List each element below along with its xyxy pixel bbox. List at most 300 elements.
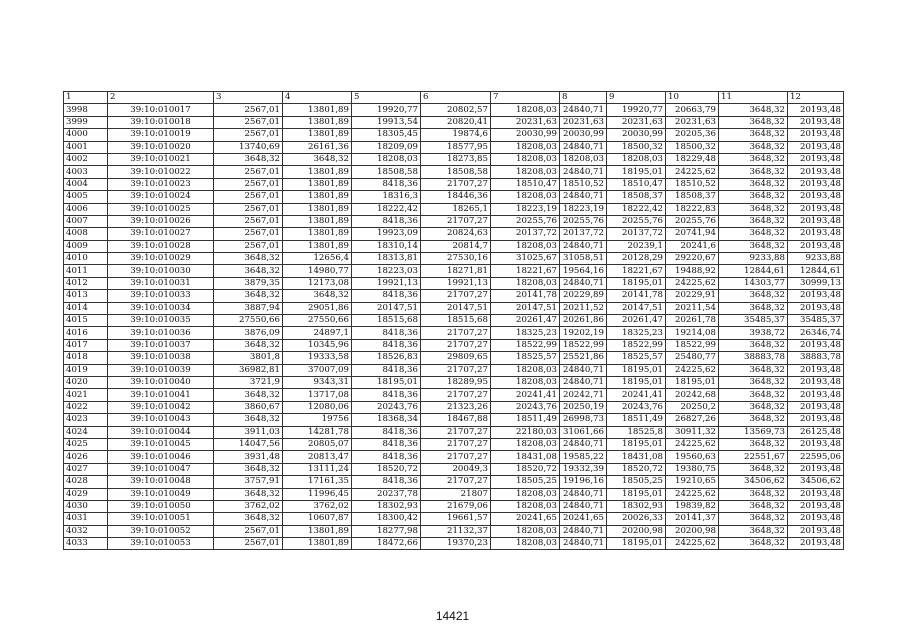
table-cell: 20193,48 — [788, 488, 844, 500]
table-cell: 20193,48 — [788, 339, 844, 351]
table-cell: 20802,57 — [421, 104, 491, 116]
table-cell: 18208,03 — [491, 364, 560, 376]
table-cell: 2567,01 — [214, 203, 283, 215]
table-cell: 19202,19 — [560, 327, 607, 339]
table-row — [64, 513, 844, 525]
table-cell: 3721,9 — [214, 376, 283, 388]
table-row — [64, 265, 844, 277]
table-cell: 24225,62 — [666, 277, 719, 289]
header-cell: 11 — [719, 92, 788, 104]
table-cell: 20193,48 — [788, 500, 844, 512]
table-cell: 26161,36 — [283, 141, 352, 153]
table-cell: 13717,08 — [283, 389, 352, 401]
table-row — [64, 525, 844, 537]
table-cell: 3648,32 — [719, 290, 788, 302]
table-cell: 18508,37 — [666, 191, 719, 203]
table-row — [64, 451, 844, 463]
table-cell: 18525,8 — [607, 426, 666, 438]
table-cell: 21707,27 — [421, 215, 491, 227]
table-cell: 4002 — [64, 153, 108, 165]
table-cell: 4016 — [64, 327, 108, 339]
table-cell: 8418,36 — [352, 389, 421, 401]
table-cell: 3648,32 — [214, 339, 283, 351]
table-cell: 24225,62 — [666, 166, 719, 178]
table-cell: 20241,6 — [666, 240, 719, 252]
table-cell: 3648,32 — [719, 166, 788, 178]
table-cell: 18208,03 — [491, 277, 560, 289]
table-cell: 20137,72 — [560, 228, 607, 240]
table-cell: 19920,77 — [607, 104, 666, 116]
table-cell: 18300,42 — [352, 513, 421, 525]
data-table — [63, 91, 844, 550]
table-cell: 3648,32 — [719, 339, 788, 351]
table-cell: 20250,2 — [666, 401, 719, 413]
table-row — [64, 203, 844, 215]
table-row — [64, 389, 844, 401]
table-cell: 8418,36 — [352, 476, 421, 488]
table-cell: 39:10:010023 — [108, 178, 214, 190]
table-cell: 18522,99 — [491, 339, 560, 351]
table-cell: 19333,58 — [283, 352, 352, 364]
table-cell: 18195,01 — [666, 376, 719, 388]
table-cell: 3648,32 — [719, 215, 788, 227]
table-cell: 3648,32 — [214, 389, 283, 401]
table-cell: 18222,42 — [607, 203, 666, 215]
table-cell: 4009 — [64, 240, 108, 252]
table-cell: 18208,03 — [607, 153, 666, 165]
table-cell: 12844,61 — [788, 265, 844, 277]
table-cell: 4003 — [64, 166, 108, 178]
table-cell: 19488,92 — [666, 265, 719, 277]
table-cell: 3648,32 — [719, 104, 788, 116]
table-row — [64, 476, 844, 488]
table-cell: 3648,32 — [283, 290, 352, 302]
table-cell: 9343,31 — [283, 376, 352, 388]
table-row — [64, 538, 844, 550]
table-cell: 20128,29 — [607, 253, 666, 265]
table-cell: 18511,49 — [607, 414, 666, 426]
table-cell: 19332,39 — [560, 463, 607, 475]
table-cell: 39:10:010044 — [108, 426, 214, 438]
table-cell: 4005 — [64, 191, 108, 203]
table-cell: 20147,51 — [607, 302, 666, 314]
table-cell: 19920,77 — [352, 104, 421, 116]
header-cell: 12 — [788, 92, 844, 104]
header-cell: 1 — [64, 92, 108, 104]
header-cell: 9 — [607, 92, 666, 104]
table-cell: 18522,99 — [666, 339, 719, 351]
table-cell: 21132,37 — [421, 525, 491, 537]
table-cell: 39:10:010028 — [108, 240, 214, 252]
table-cell: 3648,32 — [283, 153, 352, 165]
table-cell: 20193,48 — [788, 364, 844, 376]
table-cell: 19921,13 — [421, 277, 491, 289]
table-cell: 20193,48 — [788, 401, 844, 413]
table-cell: 18223,19 — [560, 203, 607, 215]
header-row — [64, 92, 844, 104]
table-cell: 20141,78 — [491, 290, 560, 302]
table-cell: 37007,09 — [283, 364, 352, 376]
table-cell: 3648,32 — [214, 488, 283, 500]
table-cell: 18472,66 — [352, 538, 421, 550]
table-cell: 13801,89 — [283, 203, 352, 215]
table-cell: 19214,08 — [666, 327, 719, 339]
table-cell: 13569,73 — [719, 426, 788, 438]
table-cell: 30999,13 — [788, 277, 844, 289]
table-cell: 20141,37 — [666, 513, 719, 525]
table-cell: 20030,99 — [491, 129, 560, 141]
table-cell: 18273,85 — [421, 153, 491, 165]
table-cell: 18431,08 — [607, 451, 666, 463]
table-cell: 18195,01 — [607, 376, 666, 388]
table-cell: 24840,71 — [560, 525, 607, 537]
header-cell: 7 — [491, 92, 560, 104]
table-cell: 18208,03 — [491, 500, 560, 512]
table-cell: 20193,48 — [788, 104, 844, 116]
table-cell: 20261,78 — [666, 315, 719, 327]
table-cell: 20193,48 — [788, 141, 844, 153]
table-cell: 3648,32 — [719, 240, 788, 252]
table-cell: 29051,86 — [283, 302, 352, 314]
table-cell: 18467,88 — [421, 414, 491, 426]
table-cell: 18195,01 — [607, 364, 666, 376]
table-cell: 39:10:010026 — [108, 215, 214, 227]
table-cell: 20814,7 — [421, 240, 491, 252]
table-cell: 39:10:010047 — [108, 463, 214, 475]
table-cell: 27530,16 — [421, 253, 491, 265]
table-row — [64, 302, 844, 314]
table-cell: 3931,48 — [214, 451, 283, 463]
table-cell: 3648,32 — [214, 414, 283, 426]
table-cell: 39:10:010037 — [108, 339, 214, 351]
table-cell: 39:10:010038 — [108, 352, 214, 364]
table-cell: 18520,72 — [607, 463, 666, 475]
table-cell: 4000 — [64, 129, 108, 141]
table-cell: 3648,32 — [719, 438, 788, 450]
table-cell: 3648,32 — [214, 513, 283, 525]
table-cell: 24840,71 — [560, 141, 607, 153]
table-cell: 18208,03 — [491, 191, 560, 203]
table-cell: 18305,45 — [352, 129, 421, 141]
table-cell: 18446,36 — [421, 191, 491, 203]
table-row — [64, 104, 844, 116]
table-cell: 18208,03 — [491, 438, 560, 450]
table-cell: 4013 — [64, 290, 108, 302]
header-cell: 4 — [283, 92, 352, 104]
table-cell: 18208,03 — [491, 376, 560, 388]
table-cell: 21707,27 — [421, 389, 491, 401]
table-cell: 38883,78 — [788, 352, 844, 364]
table-cell: 39:10:010052 — [108, 525, 214, 537]
table-cell: 19756 — [283, 414, 352, 426]
table-cell: 3648,32 — [719, 389, 788, 401]
table-cell: 3648,32 — [719, 500, 788, 512]
table-cell: 4007 — [64, 215, 108, 227]
table-cell: 27550,66 — [283, 315, 352, 327]
table-cell: 24840,71 — [560, 277, 607, 289]
table-cell: 21807 — [421, 488, 491, 500]
table-cell: 24840,71 — [560, 104, 607, 116]
table-cell: 3648,32 — [719, 364, 788, 376]
table-cell: 20211,52 — [560, 302, 607, 314]
table-cell: 18208,03 — [491, 141, 560, 153]
table-cell: 39:10:010050 — [108, 500, 214, 512]
table-cell: 18325,23 — [607, 327, 666, 339]
table-cell: 3648,32 — [214, 265, 283, 277]
table-cell: 4017 — [64, 339, 108, 351]
header-cell: 8 — [560, 92, 607, 104]
table-cell: 18195,01 — [607, 277, 666, 289]
table-cell: 4027 — [64, 463, 108, 475]
table-cell: 13801,89 — [283, 178, 352, 190]
table-cell: 18222,83 — [666, 203, 719, 215]
table-cell: 20193,48 — [788, 203, 844, 215]
table-cell: 20231,63 — [491, 116, 560, 128]
table-cell: 3648,32 — [719, 302, 788, 314]
table-cell: 39:10:010051 — [108, 513, 214, 525]
table-cell: 18302,93 — [352, 500, 421, 512]
table-cell: 24840,71 — [560, 191, 607, 203]
table-cell: 4008 — [64, 228, 108, 240]
table-cell: 20805,07 — [283, 438, 352, 450]
table-cell: 18208,03 — [491, 240, 560, 252]
table-cell: 24840,71 — [560, 376, 607, 388]
table-cell: 20237,78 — [352, 488, 421, 500]
table-cell: 21707,27 — [421, 364, 491, 376]
table-cell: 3648,32 — [719, 488, 788, 500]
table-cell: 12080,06 — [283, 401, 352, 413]
table-cell: 20205,36 — [666, 129, 719, 141]
table-cell: 9233,88 — [788, 253, 844, 265]
table-row — [64, 178, 844, 190]
table-cell: 13801,89 — [283, 538, 352, 550]
table-cell: 18525,57 — [491, 352, 560, 364]
table-cell: 18223,03 — [352, 265, 421, 277]
table-cell: 18525,57 — [607, 352, 666, 364]
table-cell: 3876,09 — [214, 327, 283, 339]
table-cell: 18500,32 — [666, 141, 719, 153]
table-cell: 10607,87 — [283, 513, 352, 525]
table-cell: 19370,23 — [421, 538, 491, 550]
table-cell: 18208,03 — [491, 525, 560, 537]
table-cell: 4004 — [64, 178, 108, 190]
table-cell: 19923,09 — [352, 228, 421, 240]
table-cell: 18265,1 — [421, 203, 491, 215]
table-row — [64, 401, 844, 413]
table-cell: 18302,93 — [607, 500, 666, 512]
table-cell: 18221,67 — [607, 265, 666, 277]
table-cell: 20193,48 — [788, 228, 844, 240]
table-cell: 39:10:010048 — [108, 476, 214, 488]
table-cell: 4010 — [64, 253, 108, 265]
table-cell: 21707,27 — [421, 339, 491, 351]
table-cell: 25521,86 — [560, 352, 607, 364]
table-cell: 8418,36 — [352, 290, 421, 302]
table-cell: 27550,66 — [214, 315, 283, 327]
table-cell: 20193,48 — [788, 240, 844, 252]
table-cell: 20211,54 — [666, 302, 719, 314]
table-cell: 4019 — [64, 364, 108, 376]
table-cell: 24840,71 — [560, 364, 607, 376]
table-cell: 13740,69 — [214, 141, 283, 153]
table-cell: 20242,68 — [666, 389, 719, 401]
table-cell: 39:10:010042 — [108, 401, 214, 413]
table-cell: 18229,48 — [666, 153, 719, 165]
table-cell: 19874,6 — [421, 129, 491, 141]
table-row — [64, 153, 844, 165]
table-cell: 2567,01 — [214, 215, 283, 227]
table-cell: 20663,79 — [666, 104, 719, 116]
table-cell: 18221,67 — [491, 265, 560, 277]
table-cell: 20193,48 — [788, 376, 844, 388]
table-cell: 20030,99 — [560, 129, 607, 141]
table-row — [64, 463, 844, 475]
table-cell: 21679,06 — [421, 500, 491, 512]
table-cell: 19564,16 — [560, 265, 607, 277]
table-cell: 4018 — [64, 352, 108, 364]
table-cell: 20255,76 — [560, 215, 607, 227]
table-cell: 20200,98 — [666, 525, 719, 537]
table-cell: 2567,01 — [214, 178, 283, 190]
header-cell: 5 — [352, 92, 421, 104]
table-cell: 39:10:010031 — [108, 277, 214, 289]
table-cell: 21707,27 — [421, 476, 491, 488]
table-cell: 18209,09 — [352, 141, 421, 153]
table-cell: 20243,76 — [491, 401, 560, 413]
table-body — [64, 92, 844, 550]
table-cell: 24225,62 — [666, 488, 719, 500]
table-cell: 4028 — [64, 476, 108, 488]
header-cell: 2 — [108, 92, 214, 104]
table-cell: 20239,1 — [607, 240, 666, 252]
table-cell: 39:10:010033 — [108, 290, 214, 302]
table-cell: 18431,08 — [491, 451, 560, 463]
table-cell: 19921,13 — [352, 277, 421, 289]
table-cell: 2567,01 — [214, 525, 283, 537]
table-cell: 11996,45 — [283, 488, 352, 500]
table-row — [64, 277, 844, 289]
table-cell: 34506,62 — [788, 476, 844, 488]
table-cell: 20193,48 — [788, 129, 844, 141]
header-cell: 10 — [666, 92, 719, 104]
table-cell: 21323,26 — [421, 401, 491, 413]
table-cell: 20141,78 — [607, 290, 666, 302]
table-cell: 20255,76 — [666, 215, 719, 227]
table-cell: 3860,67 — [214, 401, 283, 413]
table-cell: 21707,27 — [421, 451, 491, 463]
table-cell: 20241,65 — [491, 513, 560, 525]
table-cell: 18208,03 — [491, 104, 560, 116]
table-cell: 3999 — [64, 116, 108, 128]
table-cell: 18368,34 — [352, 414, 421, 426]
table-cell: 20241,41 — [491, 389, 560, 401]
table-cell: 20193,48 — [788, 389, 844, 401]
table-cell: 20231,63 — [607, 116, 666, 128]
table-cell: 19196,16 — [560, 476, 607, 488]
table-cell: 39:10:010022 — [108, 166, 214, 178]
table-cell: 18508,37 — [607, 191, 666, 203]
table-cell: 3648,32 — [719, 129, 788, 141]
table-cell: 35485,37 — [719, 315, 788, 327]
table-cell: 18208,03 — [491, 153, 560, 165]
table-cell: 3648,32 — [214, 463, 283, 475]
table-cell: 39:10:010041 — [108, 389, 214, 401]
table-cell: 39:10:010045 — [108, 438, 214, 450]
table-cell: 3762,02 — [214, 500, 283, 512]
table-cell: 24897,1 — [283, 327, 352, 339]
table-cell: 19210,65 — [666, 476, 719, 488]
table-cell: 14281,78 — [283, 426, 352, 438]
table-cell: 20193,48 — [788, 438, 844, 450]
table-cell: 18313,81 — [352, 253, 421, 265]
table-cell: 4015 — [64, 315, 108, 327]
table-cell: 26827,26 — [666, 414, 719, 426]
table-cell: 2567,01 — [214, 228, 283, 240]
table-cell: 20193,48 — [788, 414, 844, 426]
table-cell: 38883,78 — [719, 352, 788, 364]
table-cell: 30911,32 — [666, 426, 719, 438]
table-cell: 3648,32 — [214, 153, 283, 165]
table-row — [64, 141, 844, 153]
table-cell: 18222,42 — [352, 203, 421, 215]
table-cell: 18520,72 — [491, 463, 560, 475]
table-cell: 20137,72 — [607, 228, 666, 240]
table-row — [64, 290, 844, 302]
table-cell: 35485,37 — [788, 315, 844, 327]
table-cell: 20193,48 — [788, 153, 844, 165]
table-cell: 39:10:010017 — [108, 104, 214, 116]
table-cell: 20255,76 — [491, 215, 560, 227]
table-cell: 4030 — [64, 500, 108, 512]
table-row — [64, 228, 844, 240]
table-cell: 3648,32 — [214, 253, 283, 265]
table-cell: 4020 — [64, 376, 108, 388]
table-cell: 3648,32 — [719, 203, 788, 215]
table-row — [64, 240, 844, 252]
table-cell: 39:10:010021 — [108, 153, 214, 165]
table-cell: 20261,86 — [560, 315, 607, 327]
table-cell: 26125,48 — [788, 426, 844, 438]
table-cell: 39:10:010040 — [108, 376, 214, 388]
table-cell: 18271,81 — [421, 265, 491, 277]
table-cell: 18208,03 — [560, 153, 607, 165]
table-cell: 3887,94 — [214, 302, 283, 314]
table-row — [64, 376, 844, 388]
table-cell: 18316,3 — [352, 191, 421, 203]
header-cell: 6 — [421, 92, 491, 104]
table-cell: 18208,03 — [491, 538, 560, 550]
table-cell: 31025,67 — [491, 253, 560, 265]
table-cell: 24840,71 — [560, 166, 607, 178]
table-cell: 24840,71 — [560, 488, 607, 500]
table-cell: 3911,03 — [214, 426, 283, 438]
table-row — [64, 166, 844, 178]
table-cell: 14980,77 — [283, 265, 352, 277]
table-cell: 20824,63 — [421, 228, 491, 240]
table-row — [64, 191, 844, 203]
table-cell: 20026,33 — [607, 513, 666, 525]
table-cell: 3801,8 — [214, 352, 283, 364]
table-cell: 22180,03 — [491, 426, 560, 438]
table-cell: 19661,57 — [421, 513, 491, 525]
table-cell: 29220,67 — [666, 253, 719, 265]
table-cell: 36982,81 — [214, 364, 283, 376]
table-cell: 24225,62 — [666, 364, 719, 376]
table-cell: 39:10:010027 — [108, 228, 214, 240]
table-cell: 12656,4 — [283, 253, 352, 265]
table-cell: 18208,03 — [352, 153, 421, 165]
table-cell: 21707,27 — [421, 426, 491, 438]
